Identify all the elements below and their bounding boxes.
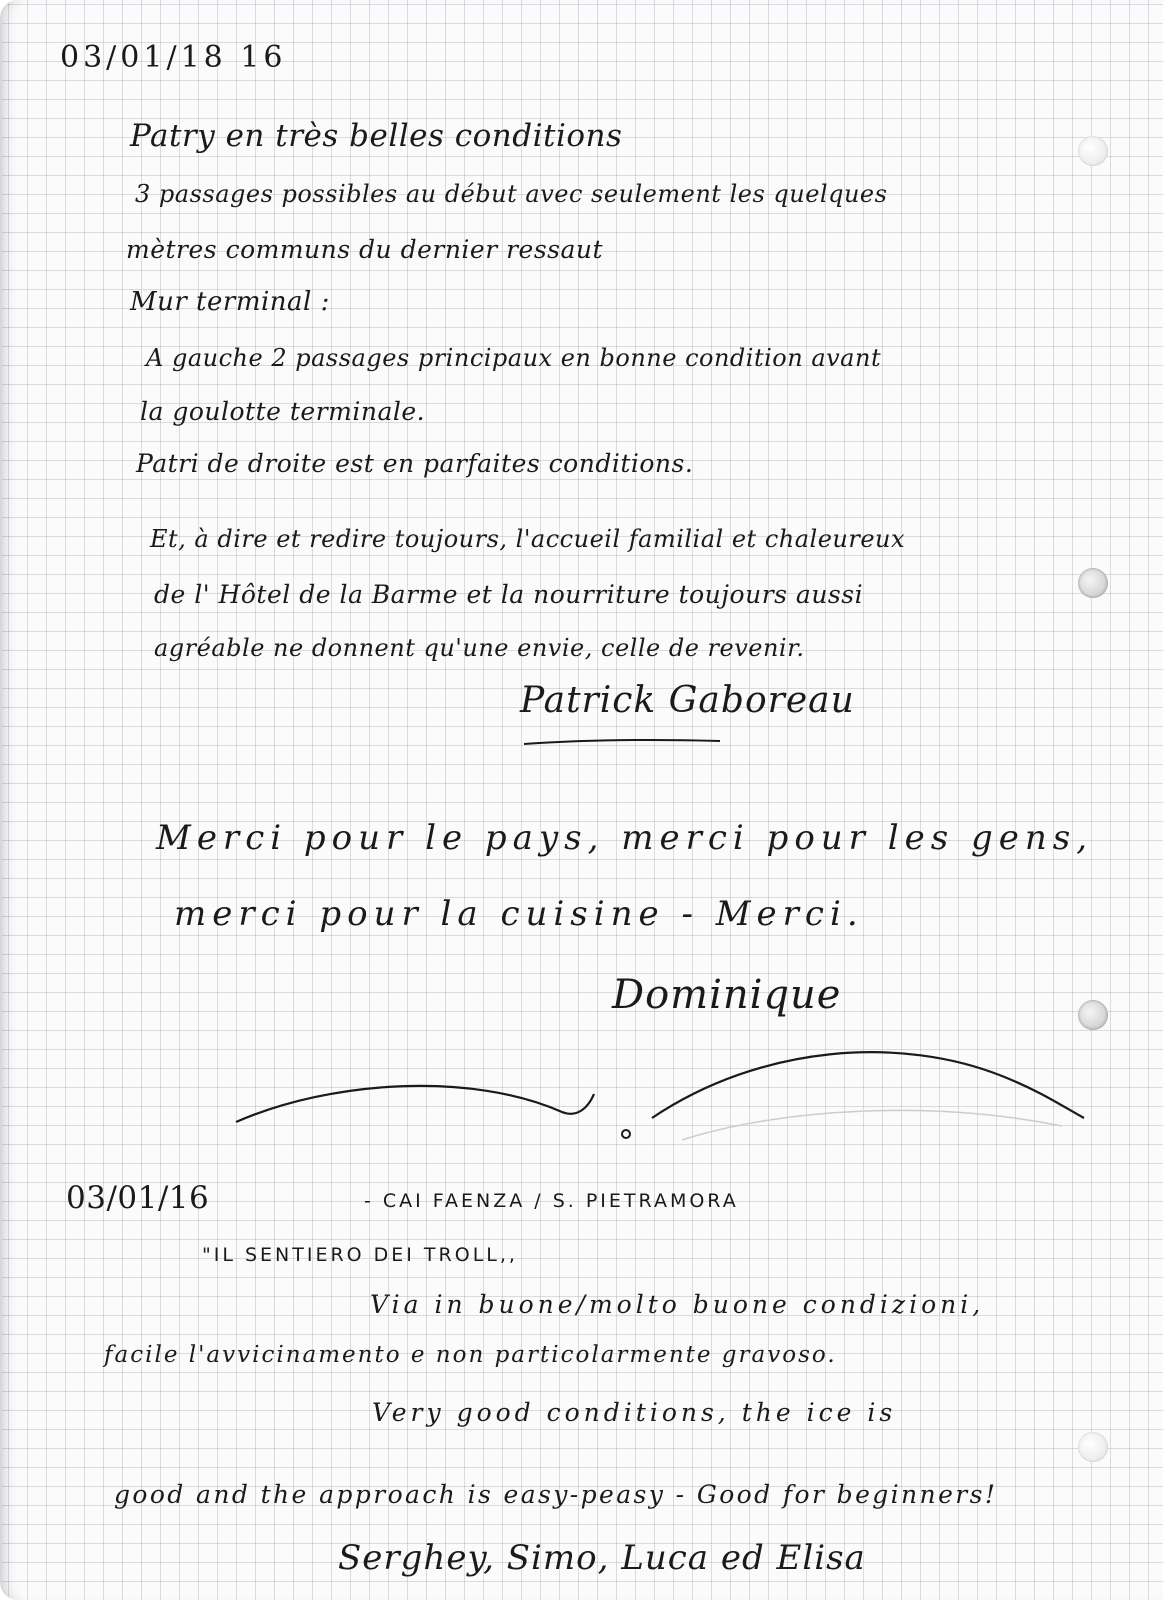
entry-line: Merci pour le pays, merci pour les gens, bbox=[156, 818, 1094, 858]
entry-line: mètres communs du dernier ressaut bbox=[126, 235, 604, 264]
entry-date: 03/01/18 16 bbox=[60, 40, 287, 75]
signature: Patrick Gaboreau bbox=[520, 680, 855, 721]
entry-line: Via in buone/molto buone condizioni, bbox=[370, 1290, 985, 1319]
entry-line: good and the approach is easy-peasy - Good for beginners! bbox=[114, 1480, 998, 1509]
entry-line: Very good conditions, the ice is bbox=[372, 1398, 897, 1427]
entry-line: de l' Hôtel de la Barme et la nourriture toujours aussi bbox=[154, 580, 864, 609]
route-name: "IL SENTIERO DEI TROLL,, bbox=[202, 1244, 518, 1266]
entry-line: Patri de droite est en parfaites conditions. bbox=[136, 449, 694, 478]
signature: Serghey, Simo, Luca ed Elisa bbox=[338, 1538, 866, 1578]
entry-header: - CAI FAENZA / S. PIETRAMORA bbox=[364, 1190, 739, 1212]
entry-line: Mur terminal : bbox=[130, 287, 330, 317]
entry-line: Et, à dire et redire toujours, l'accueil familial et chaleureux bbox=[150, 525, 906, 553]
entry-line: merci pour la cuisine - Merci. bbox=[174, 894, 864, 934]
entry-line: facile l'avvicinamento e non particolarmente gravoso. bbox=[104, 1342, 837, 1368]
entry-date: 03/01/16 bbox=[66, 1180, 210, 1216]
entry-line: 3 passages possibles au début avec seulement les quelques bbox=[135, 180, 888, 208]
entry-line: Patry en très belles conditions bbox=[130, 118, 623, 154]
entry-line: A gauche 2 passages principaux en bonne condition avant bbox=[146, 344, 882, 372]
entry-line: agréable ne donnent qu'une envie, celle de revenir. bbox=[154, 634, 805, 662]
signature: Dominique bbox=[612, 972, 842, 1018]
entry-line: la goulotte terminale. bbox=[140, 397, 426, 426]
